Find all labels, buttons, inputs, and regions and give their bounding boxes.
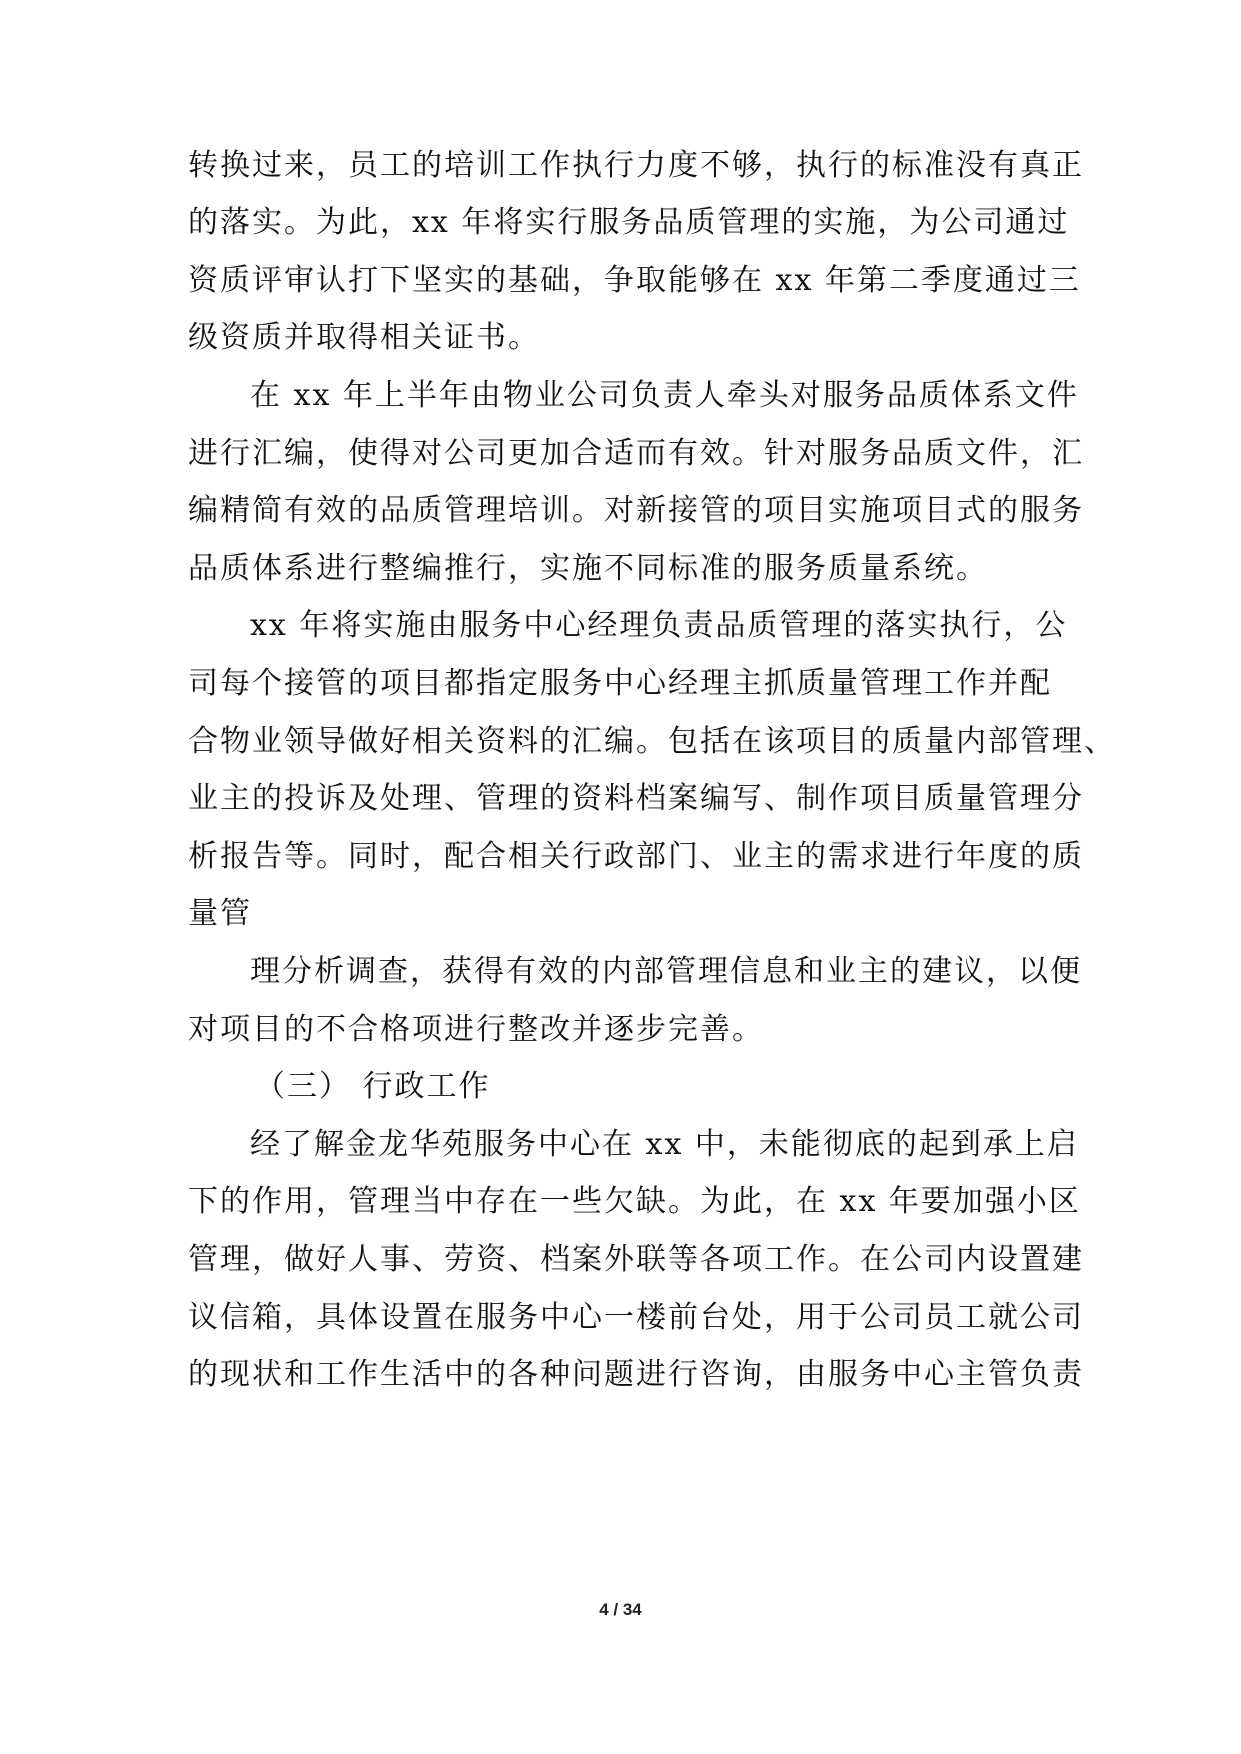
paragraph-line: 析报告等。同时，配合相关行政部门、业主的需求进行年度的质 <box>188 839 1084 874</box>
paragraph-line: 品质体系进行整编推行，实施不同标准的服务质量系统。 <box>188 551 988 586</box>
paragraph-line: 的落实。为此，xx 年将实行服务品质管理的实施，为公司通过 <box>188 205 1070 240</box>
paragraph-line: 编精简有效的品质管理培训。对新接管的项目实施项目式的服务 <box>188 493 1084 528</box>
paragraph-line: 的现状和工作生活中的各种问题进行咨询，由服务中心主管负责 <box>188 1357 1084 1392</box>
paragraph-line: 在 xx 年上半年由物业公司负责人牵头对服务品质体系文件 <box>250 378 1079 413</box>
page-number: 4 / 34 <box>599 1600 642 1619</box>
paragraph-line: 转换过来，员工的培训工作执行力度不够，执行的标准没有真正 <box>188 148 1084 183</box>
section-heading: （三） 行政工作 <box>255 1069 491 1104</box>
paragraph-line: 量管 <box>188 896 252 931</box>
paragraph-line: 下的作用，管理当中存在一些欠缺。为此，在 xx 年要加强小区 <box>188 1184 1081 1219</box>
paragraph-line: 级资质并取得相关证书。 <box>188 320 540 355</box>
paragraph-line: 议信箱，具体设置在服务中心一楼前台处，用于公司员工就公司 <box>188 1300 1084 1335</box>
paragraph-line: 司每个接管的项目都指定服务中心经理主抓质量管理工作并配 <box>188 666 1052 701</box>
paragraph-line: xx 年将实施由服务中心经理负责品质管理的落实执行，公 <box>250 608 1068 643</box>
paragraph-line: 业主的投诉及处理、管理的资料档案编写、制作项目质量管理分 <box>188 781 1084 816</box>
paragraph-line: 经了解金龙华苑服务中心在 xx 中，未能彻底的起到承上启 <box>250 1127 1079 1162</box>
paragraph-line: 合物业领导做好相关资料的汇编。包括在该项目的质量内部管理、 <box>188 724 1116 759</box>
paragraph-line: 管理，做好人事、劳资、档案外联等各项工作。在公司内设置建 <box>188 1242 1084 1277</box>
paragraph-line: 进行汇编，使得对公司更加合适而有效。针对服务品质文件，汇 <box>188 436 1084 471</box>
paragraph-line: 资质评审认打下坚实的基础，争取能够在 xx 年第二季度通过三 <box>188 263 1081 298</box>
paragraph-line: 理分析调查，获得有效的内部管理信息和业主的建议，以便 <box>250 954 1082 989</box>
paragraph-line: 对项目的不合格项进行整改并逐步完善。 <box>188 1012 764 1047</box>
